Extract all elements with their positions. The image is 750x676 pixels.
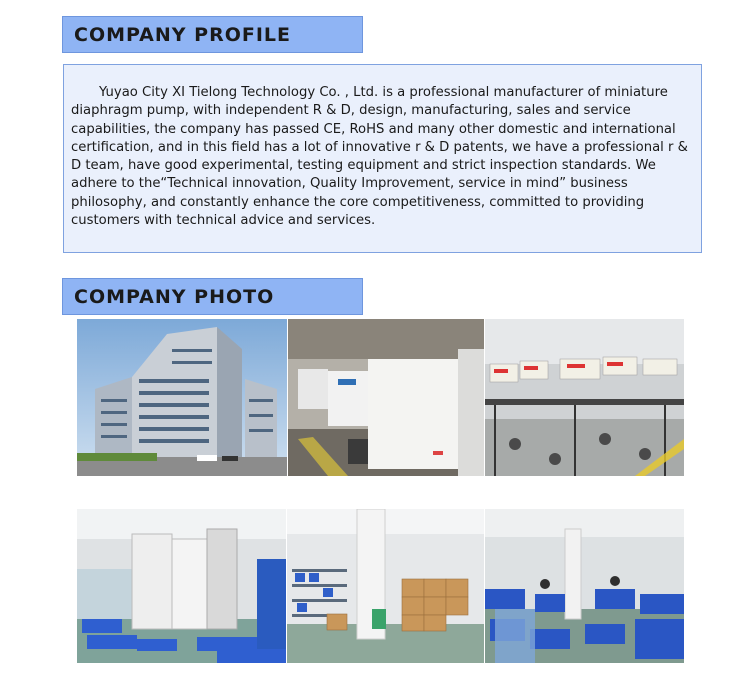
workshop-photo: [288, 319, 484, 476]
assembly-line-photo: [77, 509, 286, 663]
office-building-photo: [77, 319, 287, 476]
company-profile-text: Yuyao City XI Tielong Technology Co. , Ltd. is a professional manufacturer of miniature diaphragm pump, with independent R & D, design, manufacturing, sales and service capabilities, the company has passed CE, RoHS and many other domestic and international certification, and in this field has a lot of innovative r & D patents, we have a professional r & D team, have good experimental, testing equipment and strict inspection standards. We adhere to the“Technical innovation, Quality Improvement, service in mind” business philosophy, and constantly enhance the core competitiveness, committed to providing customers with technical advice and services.: [63, 64, 702, 253]
company-photo-heading: COMPANY PHOTO: [62, 278, 363, 315]
production-floor-photo: [485, 509, 684, 663]
testing-lab-photo: [485, 319, 684, 476]
warehouse-photo: [287, 509, 484, 663]
company-profile-heading: COMPANY PROFILE: [62, 16, 363, 53]
